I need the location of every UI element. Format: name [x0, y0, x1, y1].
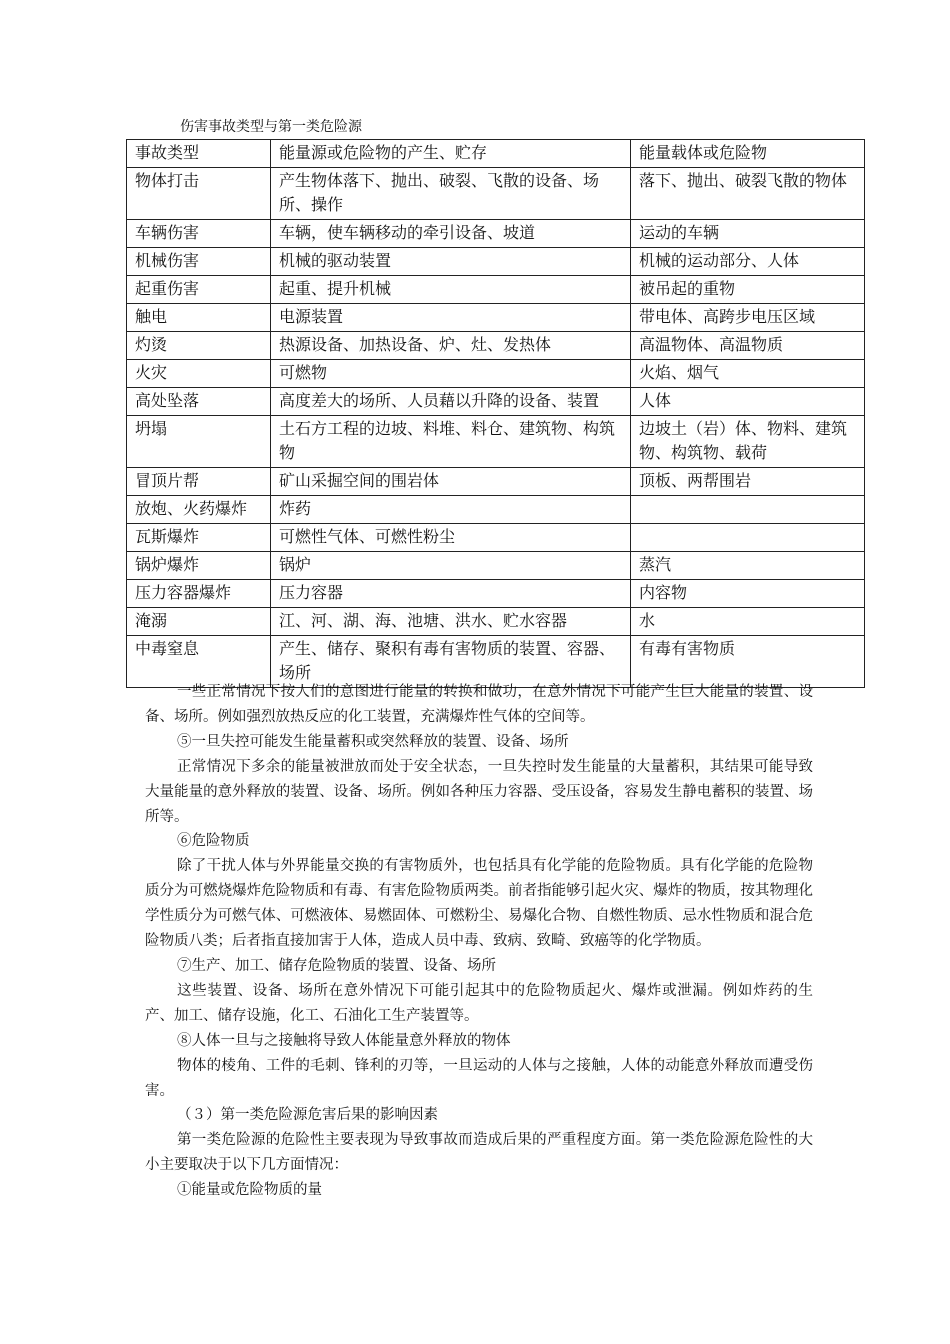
cell-energy-source: 矿山采掘空间的围岩体: [271, 468, 631, 496]
cell-energy-source: 电源装置: [271, 304, 631, 332]
table-caption: 伤害事故类型与第一类危险源: [180, 119, 362, 135]
header-energy-source: 能量源或危险物的产生、贮存: [271, 140, 631, 168]
cell-energy-source: 可燃性气体、可燃性粉尘: [271, 524, 631, 552]
section-heading: ⑤一旦失控可能发生能量蓄积或突然释放的装置、设备、场所: [177, 733, 569, 750]
cell-energy-carrier: 蒸汽: [631, 552, 865, 580]
cell-accident-type: 起重伤害: [127, 276, 271, 304]
table-row: [127, 416, 865, 468]
cell-energy-carrier: [631, 524, 865, 552]
table-row: [127, 360, 865, 388]
cell-energy-carrier: 火焰、烟气: [631, 360, 865, 388]
table-row: [127, 276, 865, 304]
cell-accident-type: 灼烫: [127, 332, 271, 360]
cell-energy-carrier: 机械的运动部分、人体: [631, 248, 865, 276]
table-row: [127, 304, 865, 332]
paragraph: 物体的棱角、工件的毛刺、锋利的刃等，一旦运动的人体与之接触，人体的动能意外释放而遭受伤害。: [145, 1057, 813, 1099]
cell-energy-carrier: 带电体、高跨步电压区域: [631, 304, 865, 332]
header-energy-carrier: 能量载体或危险物: [631, 140, 865, 168]
cell-energy-source: 江、河、湖、海、池塘、洪水、贮水容器: [271, 608, 631, 636]
cell-accident-type: 物体打击: [127, 168, 271, 220]
cell-energy-carrier: 顶板、两帮围岩: [631, 468, 865, 496]
paragraph: 正常情况下多余的能量被泄放而处于安全状态，一旦失控时发生能量的大量蓄积，其结果可能导致大量能量的意外释放的装置、设备、场所。例如各种压力容器、受压设备，容易发生静电蓄积的装置、场所等。: [145, 758, 813, 825]
body-text: [145, 680, 813, 1203]
table-row: [127, 248, 865, 276]
table-row: [127, 608, 865, 636]
cell-accident-type: 高处坠落: [127, 388, 271, 416]
cell-energy-carrier: 运动的车辆: [631, 220, 865, 248]
cell-accident-type: 火灾: [127, 360, 271, 388]
cell-accident-type: 淹溺: [127, 608, 271, 636]
cell-energy-carrier: 高温物体、高温物质: [631, 332, 865, 360]
table-row: [127, 524, 865, 552]
cell-energy-source: 车辆，使车辆移动的牵引设备、坡道: [271, 220, 631, 248]
cell-energy-source: 热源设备、加热设备、炉、灶、发热体: [271, 332, 631, 360]
cell-energy-source: 产生、储存、聚积有毒有害物质的装置、容器、场所: [271, 636, 631, 688]
cell-accident-type: 机械伤害: [127, 248, 271, 276]
section-heading: ①能量或危险物质的量: [177, 1182, 322, 1199]
hazard-table-body: [127, 140, 865, 688]
cell-energy-carrier: 有毒有害物质: [631, 636, 865, 688]
table-row: [127, 468, 865, 496]
cell-accident-type: 锅炉爆炸: [127, 552, 271, 580]
paragraph: 这些装置、设备、场所在意外情况下可能引起其中的危险物质起火、爆炸或泄漏。例如炸药的生产、加工、储存设施，化工、石油化工生产装置等。: [145, 982, 813, 1024]
table-row: [127, 168, 865, 220]
cell-energy-source: 机械的驱动装置: [271, 248, 631, 276]
cell-accident-type: 触电: [127, 304, 271, 332]
cell-energy-carrier: 水: [631, 608, 865, 636]
cell-energy-carrier: 内容物: [631, 580, 865, 608]
cell-energy-carrier: [631, 496, 865, 524]
cell-energy-source: 产生物体落下、抛出、破裂、飞散的设备、场所、操作: [271, 168, 631, 220]
cell-accident-type: 冒顶片帮: [127, 468, 271, 496]
cell-accident-type: 压力容器爆炸: [127, 580, 271, 608]
cell-energy-source: 高度差大的场所、人员藉以升降的设备、装置: [271, 388, 631, 416]
table-row: [127, 220, 865, 248]
table-header-row: [127, 140, 865, 168]
table-row: [127, 496, 865, 524]
table-row: [127, 388, 865, 416]
cell-accident-type: 瓦斯爆炸: [127, 524, 271, 552]
cell-accident-type: 车辆伤害: [127, 220, 271, 248]
cell-energy-source: 锅炉: [271, 552, 631, 580]
header-accident-type: 事故类型: [127, 140, 271, 168]
cell-energy-source: 土石方工程的边坡、料堆、料仓、建筑物、构筑物: [271, 416, 631, 468]
table-row: [127, 552, 865, 580]
table-row: [127, 332, 865, 360]
cell-accident-type: 中毒窒息: [127, 636, 271, 688]
cell-accident-type: 坍塌: [127, 416, 271, 468]
cell-energy-source: 可燃物: [271, 360, 631, 388]
cell-energy-source: 起重、提升机械: [271, 276, 631, 304]
cell-energy-carrier: 被吊起的重物: [631, 276, 865, 304]
section-heading: ⑥危险物质: [177, 833, 250, 850]
cell-accident-type: 放炮、火药爆炸: [127, 496, 271, 524]
cell-energy-carrier: 落下、抛出、破裂飞散的物体: [631, 168, 865, 220]
cell-energy-carrier: 人体: [631, 388, 865, 416]
section-heading: ⑦生产、加工、储存危险物质的装置、设备、场所: [177, 957, 496, 974]
cell-energy-source: 压力容器: [271, 580, 631, 608]
table-row: [127, 580, 865, 608]
cell-energy-carrier: 边坡土（岩）体、物料、建筑物、构筑物、载荷: [631, 416, 865, 468]
paragraph: 第一类危险源的危险性主要表现为导致事故而造成后果的严重程度方面。第一类危险源危险性的大小主要取决于以下几方面情况：: [145, 1132, 813, 1174]
cell-energy-source: 炸药: [271, 496, 631, 524]
section-heading: ⑧人体一旦与之接触将导致人体能量意外释放的物体: [177, 1032, 511, 1049]
paragraph: 一些正常情况下按人们的意图进行能量的转换和做功，在意外情况下可能产生巨大能量的装置、设备、场所。例如强烈放热反应的化工装置，充满爆炸性气体的空间等。: [145, 684, 813, 725]
paragraph: 除了干扰人体与外界能量交换的有害物质外，也包括具有化学能的危险物质。具有化学能的危险物质分为可燃烧爆炸危险物质和有毒、有害危险物质两类。前者指能够引起火灾、爆炸的物质，按其物理化学性质分为可燃气体、可燃液体、易燃固体、可燃粉尘、易爆化合物、自燃性物质、忌水性物质和混合危险物质八类；后者指直接加害于人体，造成人员中毒、致病、致畸、致癌等的化学物质。: [145, 858, 813, 950]
hazard-table: [126, 139, 865, 688]
section-heading: （３）第一类危险源危害后果的影响因素: [177, 1107, 438, 1124]
